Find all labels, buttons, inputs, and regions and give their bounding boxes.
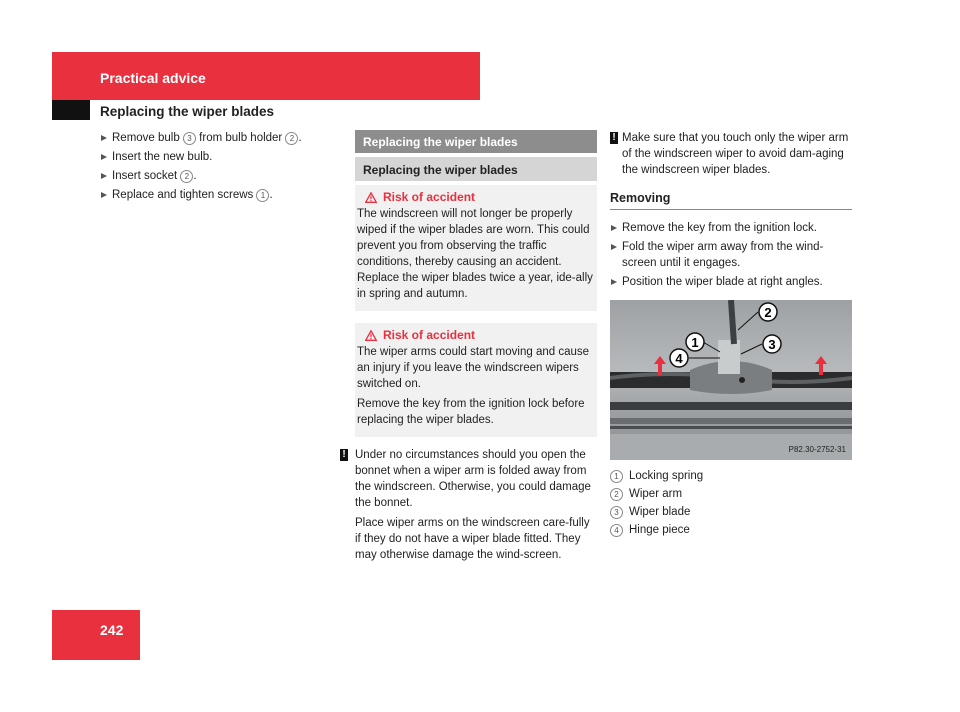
page-number-box <box>52 610 140 660</box>
callout-number: 2 <box>610 488 623 501</box>
section-header: Replacing the wiper blades <box>355 157 597 181</box>
header-notch <box>52 100 90 120</box>
notice-block <box>610 130 852 178</box>
exclamation-icon: ! <box>340 449 348 461</box>
callout-number: 1 <box>256 189 269 202</box>
legend-item: 1 Locking spring <box>610 468 852 484</box>
notice-text: Place wiper arms on the windscreen care-fully if they do not have a wiper blade fitted. They may otherwise damage the wind-screen. <box>355 517 590 561</box>
column-3 <box>610 130 852 540</box>
callout-number: 3 <box>183 132 196 145</box>
photo-label: 4 <box>675 351 683 366</box>
wiper-illustration <box>610 300 852 460</box>
warning-title: Risk of accident <box>357 189 595 205</box>
exclamation-icon: ! <box>610 132 618 144</box>
warning-text: The wiper arms could start moving and cause an injury if you leave the windscreen wipers switched on. <box>357 346 590 390</box>
step-insert-socket: Insert socket 2 . <box>100 168 330 184</box>
warning-text: Remove the key from the ignition lock before replacing the wiper blades. <box>357 398 585 426</box>
step-tighten-screws: Replace and tighten screws 1 . <box>100 187 330 203</box>
warning-text: The windscreen will not longer be properly wiped if the wiper blades are worn. This could prevent you from observing the traffic conditions, thereby causing an accident. Replace the wiper blades twice a year, ide-ally in spring and autumn. <box>357 208 593 300</box>
warning-triangle-icon <box>365 330 377 341</box>
photo-label: 1 <box>691 335 699 350</box>
warning-title: Risk of accident <box>357 327 595 343</box>
section-title: Practical advice <box>100 70 206 86</box>
step-remove-bulb: Remove bulb 3 from bulb holder 2 . <box>100 130 330 146</box>
step-position-blade: Position the wiper blade at right angles. <box>610 274 852 290</box>
wiper-photo <box>610 300 852 460</box>
step-insert-bulb: Insert the new bulb. <box>100 149 330 165</box>
step-remove-key: Remove the key from the ignition lock. <box>610 220 852 236</box>
photo-reference-code: P82.30-2752-31 <box>788 445 846 454</box>
callout-number: 2 <box>285 132 298 145</box>
legend-item: 2 Wiper arm <box>610 486 852 502</box>
page-number: 242 <box>100 622 124 638</box>
photo-label: 2 <box>764 305 772 320</box>
removing-heading: Removing <box>610 190 852 210</box>
legend-item: 3 Wiper blade <box>610 504 852 520</box>
notice-text: Under no circumstances should you open the bonnet when a wiper arm is folded away from the windscreen. Otherwise, you could damage the bonnet. <box>355 449 591 509</box>
legend-item: 4 Hinge piece <box>610 522 852 538</box>
column-1 <box>100 130 330 206</box>
warning-box <box>355 323 597 437</box>
page-subtitle: Replacing the wiper blades <box>100 104 275 119</box>
photo-label: 3 <box>768 337 776 352</box>
notice-block <box>340 447 597 563</box>
step-fold-arm: Fold the wiper arm away from the wind-screen until it engages. <box>610 239 852 271</box>
notice-text: Make sure that you touch only the wiper arm of the windscreen wiper to avoid dam-aging the windscreen wiper blades. <box>622 132 849 176</box>
warning-box <box>355 185 597 311</box>
callout-number: 3 <box>610 506 623 519</box>
callout-number: 4 <box>610 524 623 537</box>
callout-number: 1 <box>610 470 623 483</box>
chapter-header: Replacing the wiper blades <box>355 130 597 153</box>
warning-triangle-icon <box>365 192 377 203</box>
column-2 <box>342 130 597 567</box>
callout-number: 2 <box>180 170 193 183</box>
